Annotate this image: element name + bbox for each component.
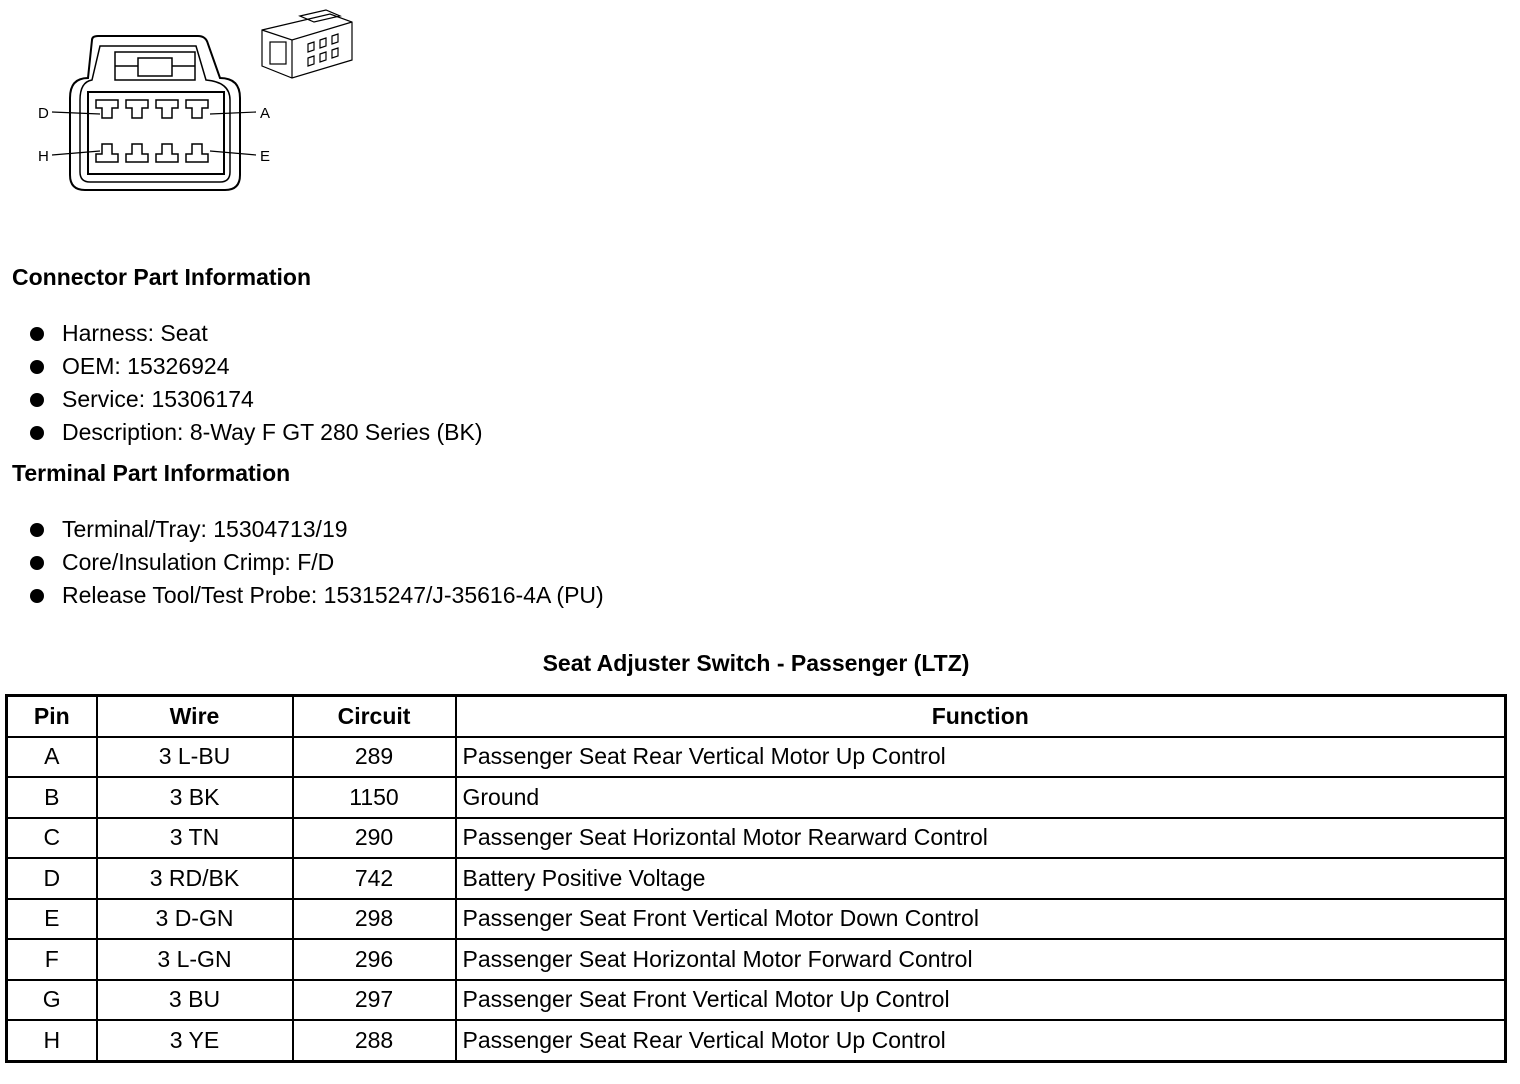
connector-face-diagram [30,0,370,200]
wire-cell: 3 BK [97,777,293,818]
circuit-cell: 298 [293,899,456,940]
circuit-cell: 290 [293,818,456,859]
connector-info-list [30,317,483,449]
bullet-icon [30,327,44,341]
table-row [7,858,1506,899]
wire-cell: 3 D-GN [97,899,293,940]
column-header-circuit: Circuit [293,696,456,737]
function-cell: Passenger Seat Rear Vertical Motor Up Control [456,737,1506,778]
pin-label-d: D [38,105,49,122]
bullet-icon [30,360,44,374]
pin-cell: B [7,777,97,818]
bottom-row-cavities [96,144,208,162]
pin-cell: A [7,737,97,778]
table-row [7,737,1506,778]
table-row [7,777,1506,818]
list-item: Release Tool/Test Probe: 15315247/J-35616-4A (PU) [30,579,604,612]
column-header-wire: Wire [97,696,293,737]
list-item: Terminal/Tray: 15304713/19 [30,513,604,546]
pin-label-h: H [38,148,49,165]
connector-info-title: Connector Part Information [12,264,312,290]
terminal-info-list [30,513,604,612]
function-cell: Battery Positive Voltage [456,858,1506,899]
column-header-pin: Pin [7,696,97,737]
function-cell: Passenger Seat Horizontal Motor Forward Control [456,939,1506,980]
circuit-cell: 297 [293,980,456,1021]
pin-cell: H [7,1020,97,1061]
pin-cell: D [7,858,97,899]
table-row [7,899,1506,940]
function-cell: Passenger Seat Front Vertical Motor Down Control [456,899,1506,940]
bullet-icon [30,393,44,407]
pin-cell: C [7,818,97,859]
wire-cell: 3 L-BU [97,737,293,778]
pin-label-a: A [260,105,271,122]
circuit-cell: 288 [293,1020,456,1061]
table-title: Seat Adjuster Switch - Passenger (LTZ) [542,650,970,676]
circuit-cell: 289 [293,737,456,778]
table-row [7,818,1506,859]
wire-cell: 3 YE [97,1020,293,1061]
list-item: OEM: 15326924 [30,350,483,383]
list-item: Description: 8-Way F GT 280 Series (BK) [30,416,483,449]
pin-cell: G [7,980,97,1021]
table-row [7,980,1506,1021]
list-item: Core/Insulation Crimp: F/D [30,546,604,579]
circuit-cell: 296 [293,939,456,980]
function-cell: Passenger Seat Rear Vertical Motor Up Control [456,1020,1506,1061]
bullet-icon [30,589,44,603]
wire-cell: 3 L-GN [97,939,293,980]
wire-cell: 3 RD/BK [97,858,293,899]
list-item: Harness: Seat [30,317,483,350]
connector-3d-thumbnail [262,10,352,78]
bullet-icon [30,556,44,570]
table-row [7,939,1506,980]
wire-cell: 3 TN [97,818,293,859]
circuit-cell: 742 [293,858,456,899]
pin-assignment-table [5,694,1507,1063]
top-row-cavities [96,100,208,118]
circuit-cell: 1150 [293,777,456,818]
terminal-info-title: Terminal Part Information [12,460,291,486]
bullet-icon [30,426,44,440]
column-header-function: Function [456,696,1506,737]
pin-cell: F [7,939,97,980]
pin-cell: E [7,899,97,940]
table-row [7,1020,1506,1061]
function-cell: Passenger Seat Horizontal Motor Rearward Control [456,818,1506,859]
function-cell: Ground [456,777,1506,818]
pin-label-e: E [260,148,271,165]
table-header-row [7,696,1506,737]
bullet-icon [30,523,44,537]
list-item: Service: 15306174 [30,383,483,416]
function-cell: Passenger Seat Front Vertical Motor Up Control [456,980,1506,1021]
wire-cell: 3 BU [97,980,293,1021]
